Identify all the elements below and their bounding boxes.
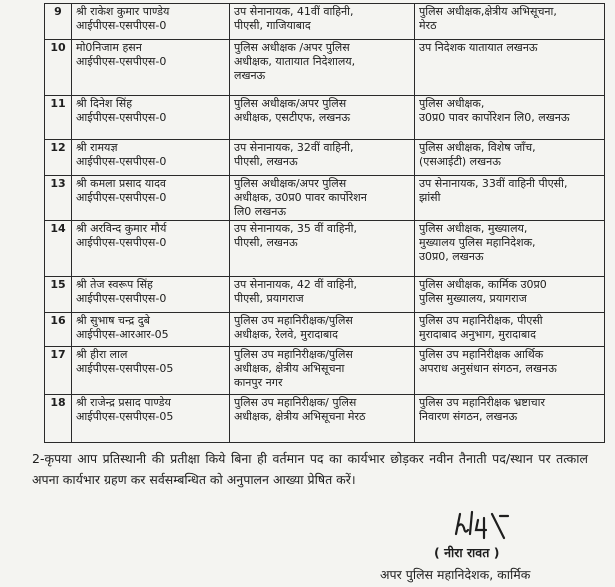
table-row	[45, 140, 605, 176]
current-post-cell	[230, 4, 415, 40]
current-post-cell	[230, 176, 415, 221]
current-post-cell	[230, 40, 415, 96]
current-post-cell	[230, 347, 415, 395]
officer-name-cell	[72, 96, 230, 140]
cell-line: पीएसी, लखनऊ	[234, 155, 298, 168]
cell-line: श्री हीरा लाल	[76, 348, 128, 361]
cell-line: कानपुर नगर	[234, 376, 283, 389]
cell-line: आईपीएस-एसपीएस-05	[76, 410, 174, 423]
cell-line: पुलिस अधीक्षक, विशेष जाँच,	[419, 141, 536, 154]
cell-line: अधीक्षक, एसटीएफ, लखनऊ	[234, 111, 351, 124]
cell-line: पुलिस अधीक्षक,क्षेत्रीय अभिसूचना,	[419, 5, 557, 18]
table-row	[45, 176, 605, 221]
cell-line: आईपीएस-एसपीएस-0	[76, 191, 167, 204]
cell-line: आईपीएस-एसपीएस-05	[76, 362, 174, 375]
officer-name-cell	[72, 395, 230, 443]
cell-line: पुलिस अधीक्षक, मुख्यालय,	[419, 222, 528, 235]
cell-line: पुलिस उप महानिरीक्षक/पुलिस	[234, 348, 353, 361]
new-post-cell	[415, 140, 605, 176]
new-post-cell	[415, 221, 605, 277]
serial-number: 9	[45, 4, 72, 40]
cell-line: पुलिस अधीक्षक /अपर पुलिस	[234, 41, 350, 54]
cell-line: पुलिस मुख्यालय, प्रयागराज	[419, 292, 527, 305]
cell-line: पीएसी, लखनऊ	[234, 236, 298, 249]
current-post-cell	[230, 313, 415, 347]
cell-line: पुलिस अधीक्षक/अपर पुलिस	[234, 177, 347, 190]
table-row	[45, 277, 605, 313]
cell-line: उप सेनानायक, 42 वीं वाहिनी,	[234, 278, 357, 291]
serial-number: 11	[45, 96, 72, 140]
serial-number: 14	[45, 221, 72, 277]
table-row	[45, 313, 605, 347]
cell-line: पुलिस उप महानिरीक्षक आर्थिक	[419, 348, 544, 361]
officer-name-cell	[72, 221, 230, 277]
cell-line: पुलिस उप महानिरीक्षक/ पुलिस	[234, 396, 357, 409]
cell-line: आईपीएस-आरआर-05	[76, 328, 169, 341]
new-post-cell	[415, 4, 605, 40]
serial-number: 13	[45, 176, 72, 221]
officer-name-cell	[72, 140, 230, 176]
cell-line: उप निदेशक यातायात लखनऊ	[419, 41, 538, 54]
current-post-cell	[230, 277, 415, 313]
table-row	[45, 347, 605, 395]
cell-line: अधीक्षक, क्षेत्रीय अभिसूचना	[234, 362, 345, 375]
officer-name-cell	[72, 277, 230, 313]
cell-line: आईपीएस-एसपीएस-0	[76, 292, 167, 305]
officer-name-cell	[72, 313, 230, 347]
cell-line: झांसी	[419, 191, 441, 204]
cell-line: आईपीएस-एसपीएस-0	[76, 19, 167, 32]
cell-line: अधीक्षक, रेलवे, मुरादाबाद	[234, 328, 338, 341]
transfer-table-body	[45, 4, 605, 443]
cell-line: (एसआईटी) लखनऊ	[419, 155, 501, 168]
cell-line: पुलिस अधीक्षक/अपर पुलिस	[234, 97, 347, 110]
table-row	[45, 40, 605, 96]
cell-line: मेरठ	[419, 19, 437, 32]
signer-designation: अपर पुलिस महानिदेशक, कार्मिक	[380, 567, 531, 582]
transfer-table	[44, 3, 605, 443]
new-post-cell	[415, 277, 605, 313]
cell-line: पुलिस उप महानिरीक्षक, पीएसी	[419, 314, 543, 327]
cell-line: उप सेनानायक, 32वीं वाहिनी,	[234, 141, 354, 154]
cell-line: उप सेनानायक, 35 वीं वाहिनी,	[234, 222, 357, 235]
cell-line: मो0निजाम हसन	[76, 41, 142, 54]
cell-line: पुलिस उप महानिरीक्षक/पुलिस	[234, 314, 353, 327]
officer-name-cell	[72, 176, 230, 221]
serial-number: 17	[45, 347, 72, 395]
cell-line: पीएसी, प्रयागराज	[234, 292, 304, 305]
cell-line: श्री राजेन्द्र प्रसाद पाण्डेय	[76, 396, 171, 409]
new-post-cell	[415, 313, 605, 347]
current-post-cell	[230, 221, 415, 277]
new-post-cell	[415, 40, 605, 96]
cell-line: लि0 लखनऊ	[234, 205, 286, 218]
serial-number: 16	[45, 313, 72, 347]
cell-line: पीएसी, गाजियाबाद	[234, 19, 311, 32]
current-post-cell	[230, 96, 415, 140]
cell-line: श्री कमला प्रसाद यादव	[76, 177, 167, 190]
cell-line: श्री सुभाष चन्द्र दुबे	[76, 314, 150, 327]
serial-number: 15	[45, 277, 72, 313]
cell-line: पुलिस उप महानिरीक्षक भ्रष्टाचार	[419, 396, 545, 409]
new-post-cell	[415, 347, 605, 395]
table-row	[45, 395, 605, 443]
cell-line: आईपीएस-एसपीएस-0	[76, 55, 167, 68]
cell-line: अधीक्षक, उ0प्र0 पावर कार्पोरेशन	[234, 191, 367, 204]
cell-line: अधीक्षक, क्षेत्रीय अभिसूचना मेरठ	[234, 410, 366, 423]
current-post-cell	[230, 395, 415, 443]
cell-line: श्री तेज स्वरूप सिंह	[76, 278, 153, 291]
officer-name-cell	[72, 347, 230, 395]
cell-line: उप सेनानायक, 33वीं वाहिनी पीएसी,	[419, 177, 568, 190]
cell-line: पुलिस अधीक्षक, कार्मिक उ0प्र0	[419, 278, 547, 291]
instruction-paragraph: 2-कृपया आप प्रतिस्थानी की प्रतीक्षा किये बिना ही वर्तमान पद का कार्यभार छोड़कर नवीन तैनाती पद/स्थान पर तत्काल अपना कार्यभार ग्रहण कर सर्वसम्बन्धित को अनुपालन आख्या प्रेषित करें।	[32, 451, 588, 487]
table-row	[45, 96, 605, 140]
cell-line: उप सेनानायक, 41वीं वाहिनी,	[234, 5, 354, 18]
cell-line: आईपीएस-एसपीएस-0	[76, 155, 167, 168]
cell-line: लखनऊ	[234, 69, 266, 82]
new-post-cell	[415, 395, 605, 443]
cell-line: अपराध अनुसंधान संगठन, लखनऊ	[419, 362, 557, 375]
cell-line: पुलिस अधीक्षक,	[419, 97, 485, 110]
serial-number: 10	[45, 40, 72, 96]
cell-line: निवारण संगठन, लखनऊ	[419, 410, 518, 423]
table-row	[45, 221, 605, 277]
officer-name-cell	[72, 40, 230, 96]
table-row	[45, 4, 605, 40]
signature	[448, 508, 538, 544]
cell-line: आईपीएस-एसपीएस-0	[76, 236, 167, 249]
cell-line: श्री रामयज्ञ	[76, 141, 118, 154]
serial-number: 12	[45, 140, 72, 176]
signer-name: ( नीरा रावत )	[434, 545, 500, 560]
serial-number: 18	[45, 395, 72, 443]
officer-name-cell	[72, 4, 230, 40]
new-post-cell	[415, 96, 605, 140]
cell-line: उ0प्र0 पावर कार्पोरेशन लि0, लखनऊ	[419, 111, 570, 124]
cell-line: उ0प्र0, लखनऊ	[419, 250, 484, 263]
cell-line: मुख्यालय पुलिस महानिदेशक,	[419, 236, 536, 249]
cell-line: मुरादाबाद अनुभाग, मुरादाबाद	[419, 328, 536, 341]
new-post-cell	[415, 176, 605, 221]
current-post-cell	[230, 140, 415, 176]
cell-line: श्री अरविन्द कुमार मौर्य	[76, 222, 167, 235]
cell-line: श्री दिनेश सिंह	[76, 97, 133, 110]
cell-line: श्री राकेश कुमार पाण्डेय	[76, 5, 170, 18]
cell-line: आईपीएस-एसपीएस-0	[76, 111, 167, 124]
cell-line: अधीक्षक, यातायात निदेशालय,	[234, 55, 356, 68]
